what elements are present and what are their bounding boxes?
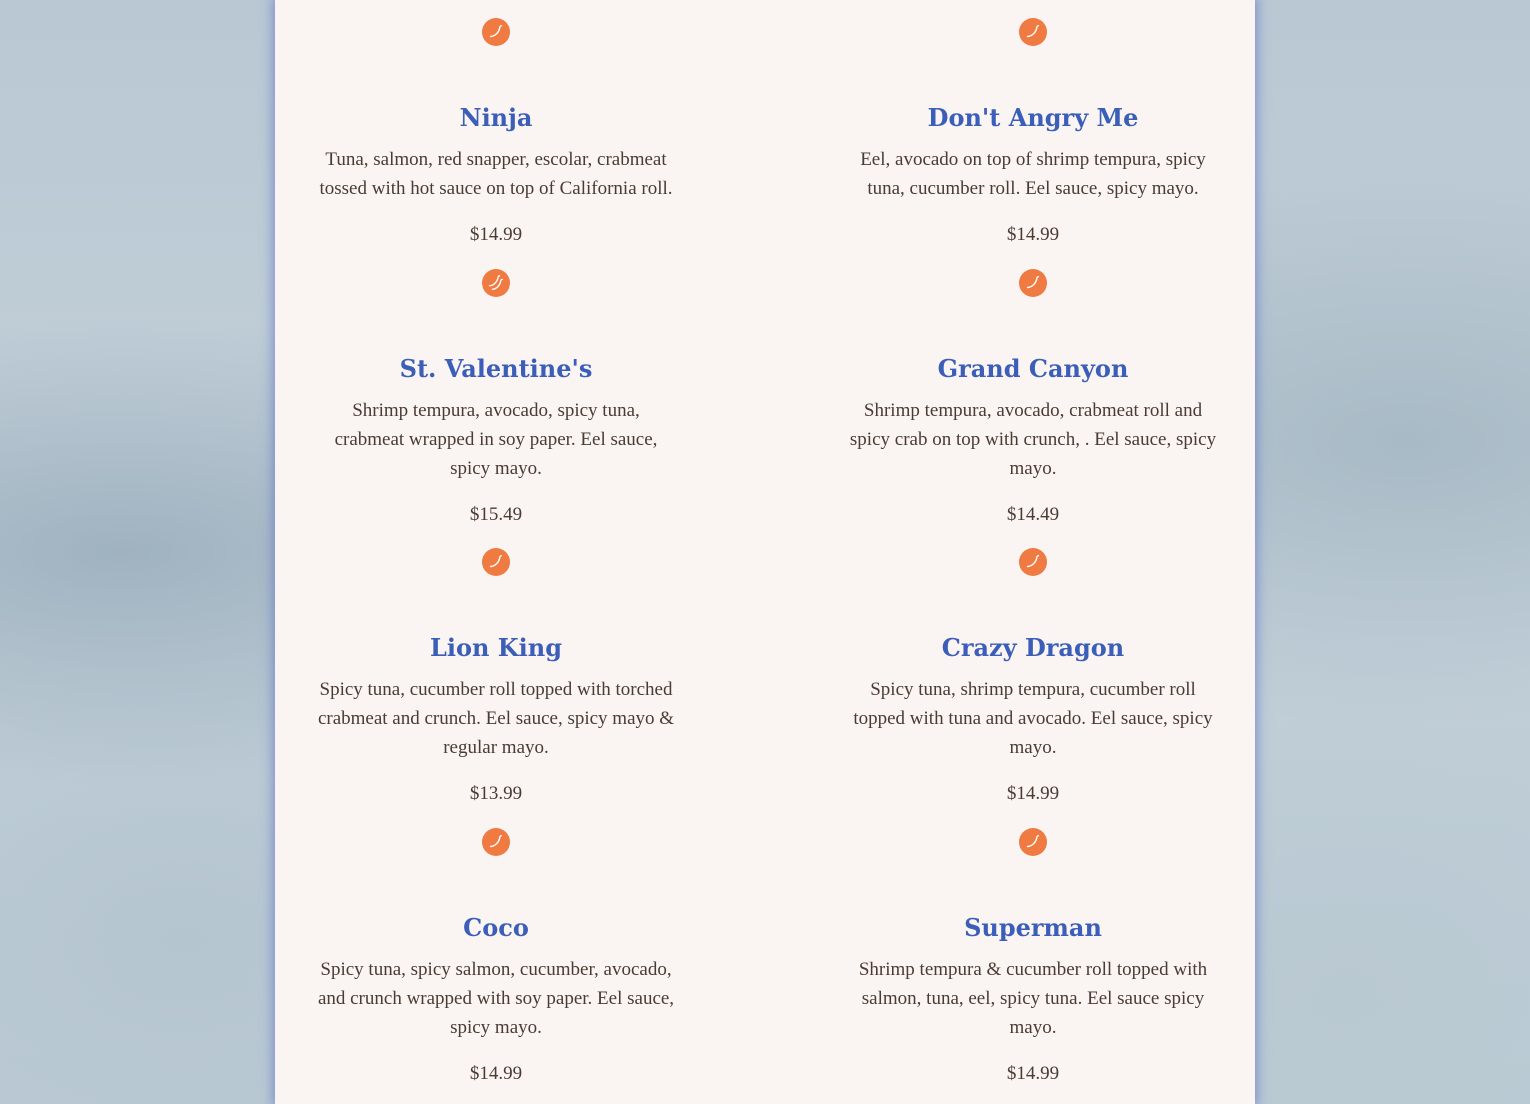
item-description: Spicy tuna, shrimp tempura, cucumber roll topped with tuna and avocado. Eel sauce, spicy mayo. bbox=[853, 679, 1213, 758]
item-description: Tuna, salmon, red snapper, escolar, crabmeat tossed with hot sauce on top of California roll. bbox=[319, 149, 673, 199]
item-name: Ninja bbox=[459, 103, 533, 132]
item-name: Crazy Dragon bbox=[941, 633, 1125, 662]
item-price: $14.99 bbox=[1006, 1063, 1060, 1084]
menu-item bbox=[296, 913, 696, 1086]
item-description: Eel, avocado on top of shrimp tempura, spicy tuna, cucumber roll. Eel sauce, spicy mayo. bbox=[860, 149, 1206, 199]
menu-item bbox=[833, 354, 1233, 527]
item-name: St. Valentine's bbox=[399, 354, 593, 383]
item-price: $14.99 bbox=[469, 224, 523, 245]
double-chili-pepper-icon bbox=[482, 269, 510, 297]
chili-pepper-icon bbox=[482, 18, 510, 46]
menu-item bbox=[296, 633, 696, 806]
chili-pepper-icon bbox=[1019, 828, 1047, 856]
item-price: $14.99 bbox=[1006, 224, 1060, 245]
item-price: $14.99 bbox=[469, 1063, 523, 1084]
item-price: $14.49 bbox=[1006, 504, 1060, 525]
menu-item bbox=[296, 354, 696, 527]
item-description: Shrimp tempura, avocado, spicy tuna, crabmeat wrapped in soy paper. Eel sauce, spicy mayo. bbox=[334, 400, 658, 479]
item-name: Coco bbox=[463, 913, 529, 942]
item-description: Spicy tuna, spicy salmon, cucumber, avocado, and crunch wrapped with soy paper. Eel sauce, spicy mayo. bbox=[317, 959, 675, 1038]
menu-item bbox=[833, 913, 1233, 1086]
chili-pepper-icon bbox=[1019, 18, 1047, 46]
item-name: Don't Angry Me bbox=[927, 103, 1139, 132]
item-price: $14.99 bbox=[1006, 783, 1060, 804]
chili-pepper-icon bbox=[482, 548, 510, 576]
item-description: Spicy tuna, cucumber roll topped with torched crabmeat and crunch. Eel sauce, spicy mayo & regular mayo. bbox=[317, 679, 675, 758]
item-name: Lion King bbox=[429, 633, 562, 662]
item-name: Superman bbox=[964, 913, 1102, 942]
menu-grid bbox=[275, 0, 1255, 1104]
chili-pepper-icon bbox=[1019, 548, 1047, 576]
menu-item bbox=[833, 633, 1233, 806]
chili-pepper-icon bbox=[482, 828, 510, 856]
item-description: Shrimp tempura & cucumber roll topped with salmon, tuna, eel, spicy tuna. Eel sauce spicy mayo. bbox=[858, 959, 1208, 1038]
menu-panel bbox=[275, 0, 1255, 1104]
item-price: $13.99 bbox=[469, 783, 523, 804]
menu-item bbox=[833, 103, 1233, 247]
menu-item bbox=[296, 103, 696, 247]
chili-pepper-icon bbox=[1019, 269, 1047, 297]
item-name: Grand Canyon bbox=[937, 354, 1129, 383]
item-description: Shrimp tempura, avocado, crabmeat roll and spicy crab on top with crunch, . Eel sauce, spicy mayo. bbox=[849, 400, 1217, 479]
item-price: $15.49 bbox=[469, 504, 523, 525]
